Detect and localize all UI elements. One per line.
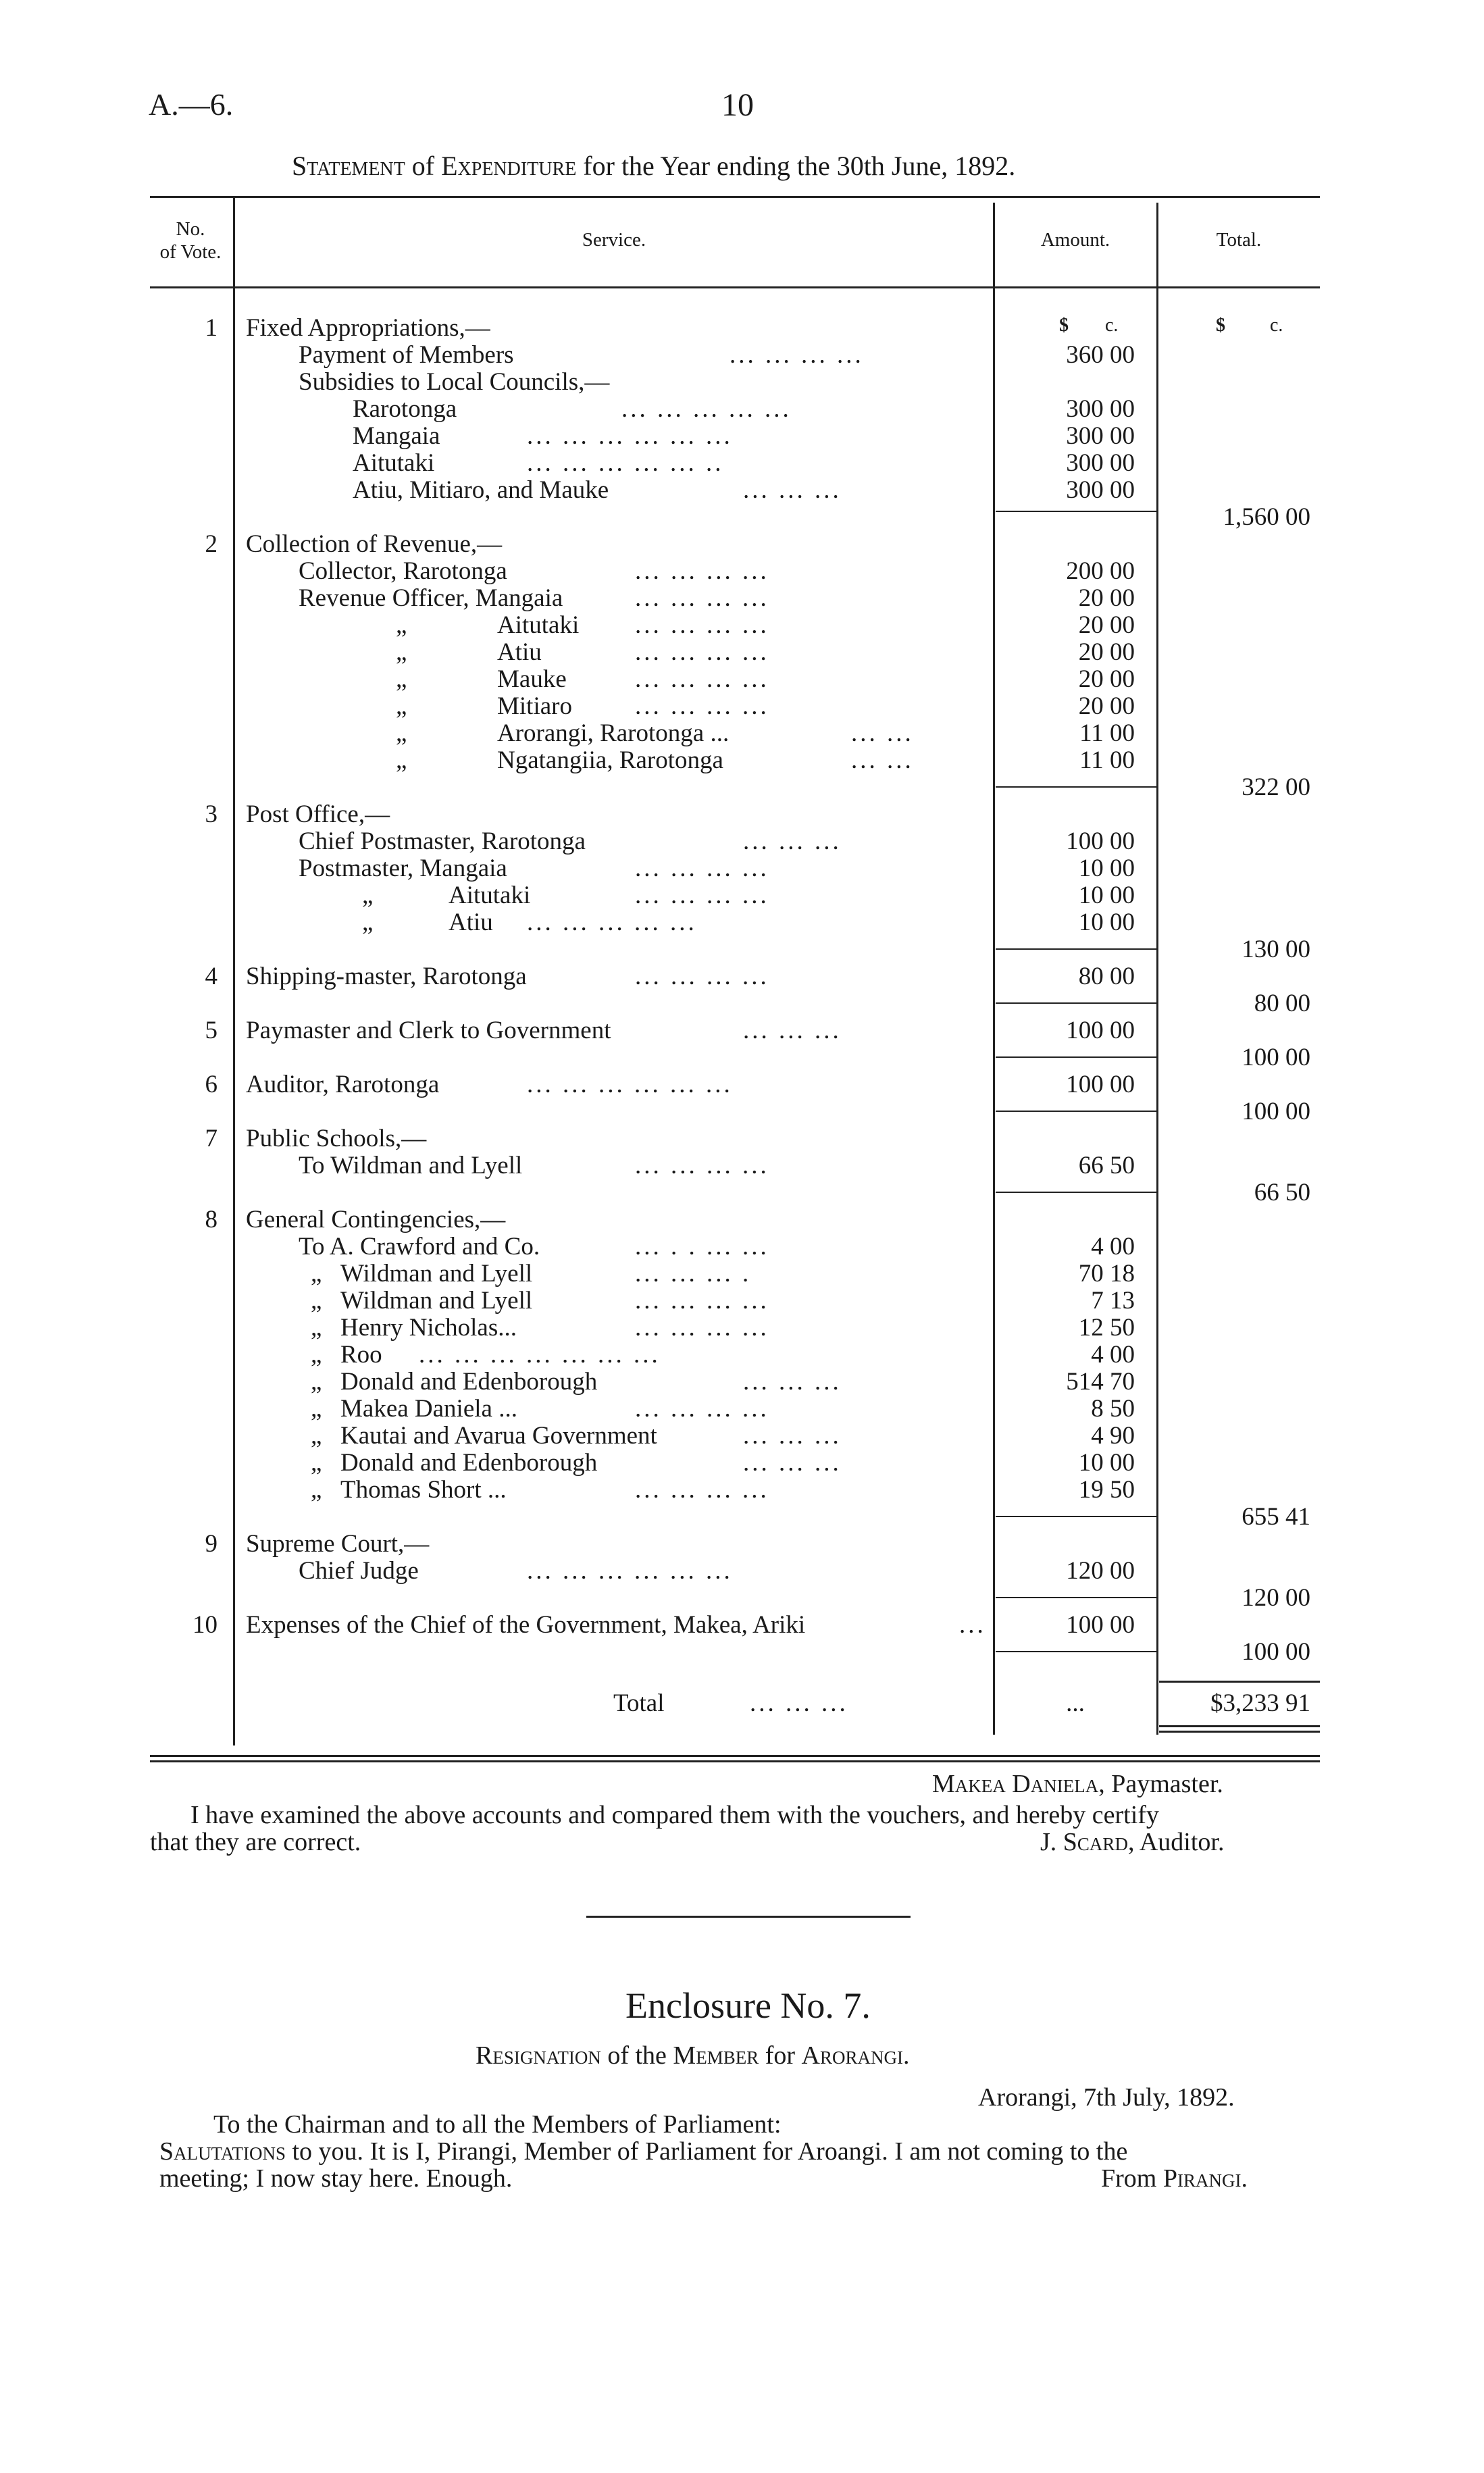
leader-dots: ... ... ... . [635,1260,752,1288]
line-item-label: Arorangi, Rarotonga ... [497,719,730,747]
leader-dots: ... ... ... [750,1689,848,1717]
subtotal-rule [996,1192,1156,1193]
line-item-amount: 12 50 [1078,1314,1135,1342]
vote-title: Shipping-master, Rarotonga [246,963,527,990]
letter-body-line-2: meeting; I now stay here. Enough. [159,2164,513,2193]
line-item-label: To A. Crawford and Co. [299,1233,540,1260]
vote-total: 100 00 [1242,1044,1310,1071]
ditto-mark: „ [396,665,407,693]
line-item-label: Collector, Rarotonga [299,557,507,585]
line-item-amount: 200 00 [1066,557,1135,585]
vote-number: 7 [205,1125,218,1152]
subtotal-rule [996,1597,1156,1598]
subtotal-rule [996,1056,1156,1058]
vote-number: 2 [205,530,218,558]
grand-total-label: Total [613,1689,665,1717]
line-item-label: Payment of Members [299,341,514,369]
leader-dots: ... ... ... [743,827,842,855]
vote-number: 6 [205,1071,218,1098]
line-item-amount: 300 00 [1066,395,1135,423]
line-item-label: Atiu, Mitiaro, and Mauke [353,476,609,504]
leader-dots: ... ... ... ... [635,963,769,990]
leader-dots: ... ... ... ... [635,1395,769,1423]
ditto-mark: „ [396,692,407,720]
header-amount: Amount. [1040,229,1110,251]
section-divider [586,1916,911,1918]
leader-dots: ... ... ... ... [635,584,769,612]
leader-dots: ... ... ... [743,1017,842,1044]
ditto-mark: „ [362,882,374,909]
leader-dots: ... . . ... ... [635,1233,769,1260]
leader-dots: ... ... ... ... ... ... [527,1071,733,1098]
subtotal-rule [996,1002,1156,1004]
total-column-rule [1156,203,1158,1735]
line-item-label: Wildman and Lyell [340,1260,533,1288]
line-item-amount: 4 00 [1091,1233,1135,1260]
line-item-amount: 4 00 [1091,1341,1135,1369]
ditto-mark: „ [311,1314,322,1342]
vote-title: Collection of Revenue,— [246,530,503,558]
ditto-mark: „ [311,1368,322,1396]
auditor-signature: J. Scard, Auditor. [1040,1828,1225,1856]
amount-dollar-mark: $ [1059,315,1069,336]
line-item-amount: 4 90 [1091,1422,1135,1450]
line-item-label: Ngatangiia, Rarotonga [497,746,723,774]
line-item-label: Atiu [497,638,542,666]
vote-number: 1 [205,314,218,342]
line-item-amount: 120 00 [1066,1557,1135,1585]
line-item-amount: 300 00 [1066,449,1135,477]
line-item-label: Thomas Short ... [340,1476,507,1504]
leader-dots: ... ... ... ... [635,638,769,666]
vote-title: General Contingencies,— [246,1206,506,1233]
enclosure-subtitle: Resignation of the Member for Arorangi. [476,2041,910,2070]
statement-title: Statement of Expenditure for the Year ending the 30th June, 1892. [292,151,1016,181]
ditto-mark: „ [311,1260,322,1288]
leader-dots: ... ... ... [743,1449,842,1477]
ditto-mark: „ [311,1287,322,1315]
header-total: Total. [1216,229,1262,251]
line-item-label: Chief Postmaster, Rarotonga [299,827,586,855]
line-item-amount: 20 00 [1078,584,1135,612]
grand-total-rule [1159,1681,1320,1683]
line-item-amount: 70 18 [1078,1260,1135,1288]
line-item-amount: 80 00 [1078,963,1135,990]
line-item-amount: 10 00 [1078,855,1135,882]
vote-title: Public Schools,— [246,1125,427,1152]
grand-total-underline [1159,1725,1320,1727]
table-top-rule [150,196,1320,198]
vote-title: Post Office,— [246,800,390,828]
leader-dots: ... ... ... ... [635,1152,769,1179]
line-item-label: Rarotonga [353,395,457,423]
ditto-mark: „ [311,1341,322,1369]
ditto-mark: „ [396,719,407,747]
vote-number: 9 [205,1530,218,1558]
ditto-mark: „ [362,909,374,936]
total-dollar-mark: $ [1216,315,1225,336]
line-item-amount: 100 00 [1066,1071,1135,1098]
line-item-amount: 8 50 [1091,1395,1135,1423]
vote-total: 120 00 [1242,1584,1310,1612]
vote-number: 5 [205,1017,218,1044]
header-bottom-rule [150,286,1320,288]
leader-dots: ... ... ... [743,476,842,504]
header-vote-number: No. of Vote. [159,218,222,263]
leader-dots: ... ... ... ... [635,692,769,720]
line-item-amount: 20 00 [1078,638,1135,666]
vote-column-rule [233,197,235,1745]
line-item-amount: 100 00 [1066,1017,1135,1044]
line-item-amount: 10 00 [1078,1449,1135,1477]
line-item-amount: 300 00 [1066,422,1135,450]
vote-total: 66 50 [1254,1179,1310,1206]
leader-dots: ... ... ... ... [635,557,769,585]
vote-title: Fixed Appropriations,— [246,314,490,342]
line-item-label: Kautai and Avarua Government [340,1422,657,1450]
line-item-label: Mangaia [353,422,440,450]
vote-total: 322 00 [1242,773,1310,801]
line-item-amount: 11 00 [1079,746,1135,774]
leader-dots: ... ... ... ... ... [621,395,792,423]
enclosure-title: Enclosure No. 7. [625,1985,871,2026]
leader-dots: ... ... ... ... ... ... ... [419,1341,661,1369]
ditto-mark: „ [396,611,407,639]
leader-dots: ... ... ... ... [635,1476,769,1504]
line-item-amount: 20 00 [1078,665,1135,693]
leader-dots: ... ... ... ... [635,1314,769,1342]
line-item-label: Aitutaki [353,449,435,477]
letter-signature: From Pirangi. [1101,2164,1248,2193]
grand-total: $3,233 91 [1210,1689,1310,1717]
line-item-label: Postmaster, Mangaia [299,855,507,882]
vote-total: 1,560 00 [1223,503,1310,531]
letter-salutation: To the Chairman and to all the Members of Parliament: [213,2110,782,2139]
vote-total: 130 00 [1242,936,1310,963]
ditto-mark: „ [311,1476,322,1504]
ditto-mark: „ [311,1395,322,1423]
subtotal-rule [996,1516,1156,1517]
ditto-mark: „ [311,1449,322,1477]
line-item-amount: 10 00 [1078,882,1135,909]
leader-dots: ... ... ... [743,1422,842,1450]
vote-number: 3 [205,800,218,828]
leader-dots: ... ... ... ... [635,611,769,639]
line-item-label: Henry Nicholas... [340,1314,517,1342]
subtotal-rule [996,511,1156,512]
leader-dots: ... [959,1611,986,1639]
grand-total-amount-placeholder: ... [1066,1689,1085,1717]
leader-dots: ... ... ... ... ... .. [527,449,724,477]
vote-title: Supreme Court,— [246,1530,430,1558]
line-item-amount: 66 50 [1078,1152,1135,1179]
grand-total-underline-2 [1159,1731,1320,1733]
vote-title: Paymaster and Clerk to Government [246,1017,611,1044]
line-item-label: Mitiaro [497,692,572,720]
vote-total: 80 00 [1254,990,1310,1017]
ditto-mark: „ [396,746,407,774]
line-item-label: Aitutaki [449,882,531,909]
vote-total: 655 41 [1242,1503,1310,1531]
subtotal-rule [996,948,1156,950]
certification-line-2: that they are correct. [150,1828,361,1856]
line-item-label: Mauke [497,665,567,693]
ditto-mark: „ [311,1422,322,1450]
line-item-amount: 20 00 [1078,692,1135,720]
line-item-amount: 300 00 [1066,476,1135,504]
leader-dots: ... ... ... ... ... ... [527,422,733,450]
line-item-amount: 11 00 [1079,719,1135,747]
table-bottom-rule-2 [150,1760,1320,1762]
vote-number: 8 [205,1206,218,1233]
line-item-amount: 360 00 [1066,341,1135,369]
vote-number: 4 [205,963,218,990]
document-reference: A.—6. [149,87,234,122]
leader-dots: ... ... ... ... [635,1287,769,1315]
line-item-label: Donald and Edenborough [340,1449,598,1477]
header-service: Service. [582,229,646,251]
ditto-mark: „ [396,638,407,666]
line-item-label: Roo [340,1341,382,1369]
vote-title: Auditor, Rarotonga [246,1071,440,1098]
line-item-label: Revenue Officer, Mangaia [299,584,563,612]
certification-line-1: I have examined the above accounts and compared them with the vouchers, and hereby certify [190,1801,1159,1829]
leader-dots: ... ... ... ... [730,341,864,369]
subtotal-rule [996,1651,1156,1652]
line-item-amount: 10 00 [1078,909,1135,936]
leader-dots: ... ... ... [743,1368,842,1396]
line-item-label: Subsidies to Local Councils,— [299,368,610,396]
subtotal-rule [996,786,1156,788]
line-item-amount: 100 00 [1066,827,1135,855]
vote-number: 10 [193,1611,218,1639]
line-item-label: To Wildman and Lyell [299,1152,523,1179]
table-bottom-rule [150,1755,1320,1757]
line-item-label: Donald and Edenborough [340,1368,598,1396]
line-item-amount: 20 00 [1078,611,1135,639]
subtotal-rule [996,1111,1156,1112]
letter-body-line-1: Salutations to you. It is I, Pirangi, Member of Parliament for Aroangi. I am not coming to the [159,2137,1128,2166]
line-item-label: Chief Judge [299,1557,419,1585]
leader-dots: ... ... [851,719,914,747]
page-number: 10 [721,87,754,123]
leader-dots: ... ... ... ... [635,665,769,693]
letter-dateline: Arorangi, 7th July, 1892. [978,2083,1235,2112]
line-item-label: Wildman and Lyell [340,1287,533,1315]
leader-dots: ... ... ... ... [635,882,769,909]
vote-title: Expenses of the Chief of the Government, Makea, Ariki [246,1611,806,1639]
amount-cents-mark: c. [1105,315,1119,336]
total-cents-mark: c. [1270,315,1283,336]
line-item-amount: 7 13 [1091,1287,1135,1315]
leader-dots: ... ... ... ... ... [527,909,697,936]
leader-dots: ... ... ... ... [635,855,769,882]
line-item-label: Makea Daniela ... [340,1395,517,1423]
leader-dots: ... ... ... ... ... ... [527,1557,733,1585]
line-item-amount: 19 50 [1078,1476,1135,1504]
paymaster-signature: Makea Daniela, Paymaster. [932,1770,1223,1798]
line-item-amount: 514 70 [1066,1368,1135,1396]
line-item-amount: 100 00 [1066,1611,1135,1639]
vote-total: 100 00 [1242,1098,1310,1125]
line-item-label: Atiu [449,909,493,936]
vote-total: 100 00 [1242,1638,1310,1666]
line-item-label: Aitutaki [497,611,580,639]
amount-column-rule [993,203,995,1735]
leader-dots: ... ... [851,746,914,774]
